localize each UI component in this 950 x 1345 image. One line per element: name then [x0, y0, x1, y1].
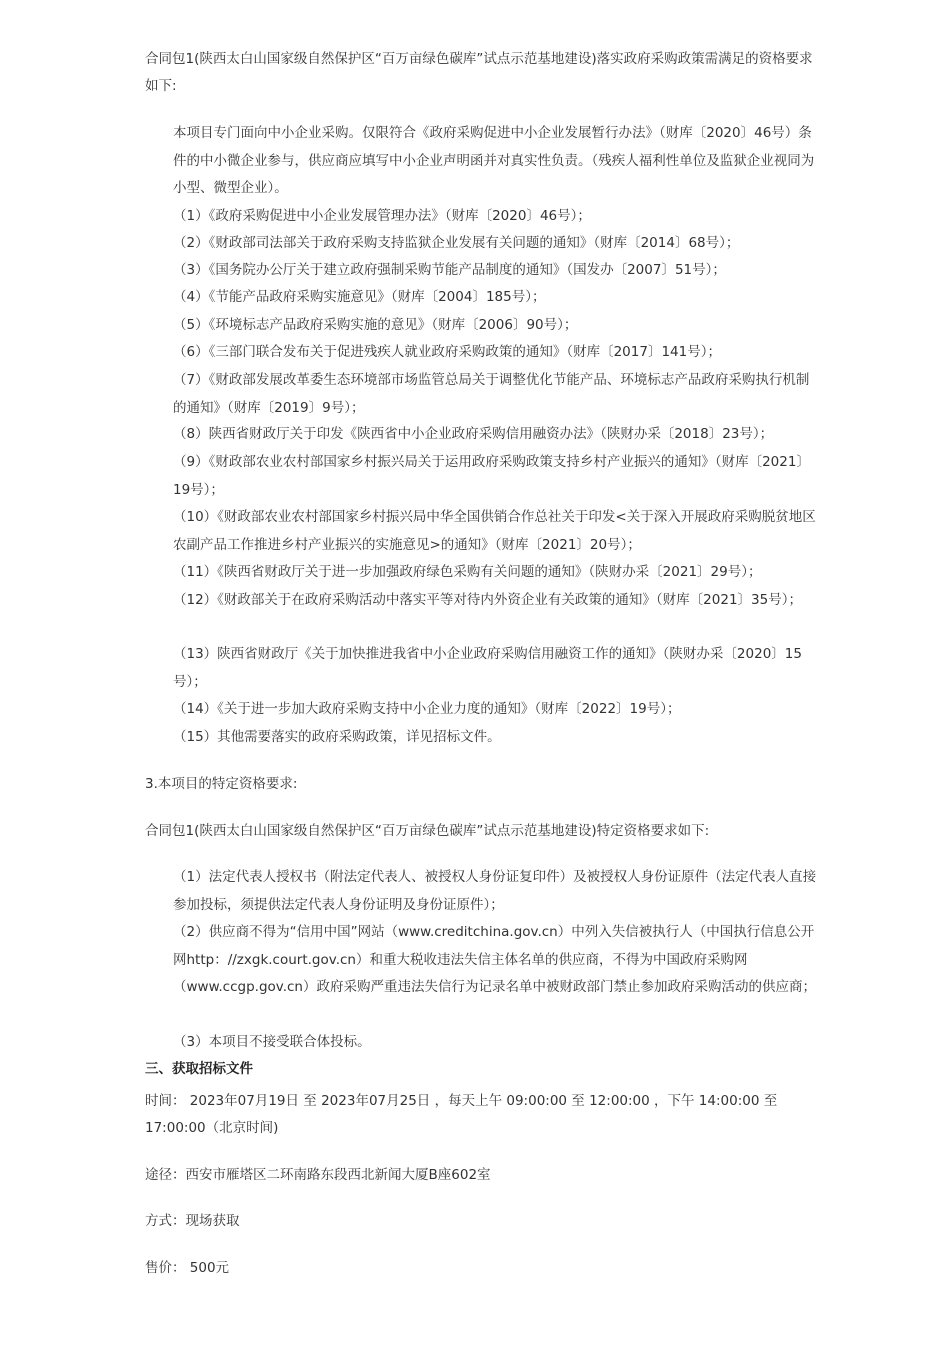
policy-item-4: （4）《节能产品政府采购实施意见》（财库〔2004〕185号）； [173, 289, 546, 305]
policy-item-3: （3）《国务院办公厅关于建立政府强制采购节能产品制度的通知》（国发办〔2007〕51号）； [173, 262, 726, 278]
method-text: 方式：现场获取 [145, 1213, 240, 1229]
policy-intro: 本项目专门面向中小企业采购。仅限符合《政府采购促进中小企业发展暂行办法》（财库〔2020〕46号）条件的中小微企业参与，供应商应填写中小企业声明函并对真实性负责。（残疾人福利性单位及监狱企业视同为小型、微型企业）。 [173, 125, 815, 196]
price-text: 售价： 500元 [145, 1260, 230, 1276]
policy-item-7: （7）《财政部发展改革委生态环境部市场监管总局关于调整优化节能产品、环境标志产品政府采购执行机制的通知》（财库〔2019〕9号）； [173, 372, 810, 416]
policy-item-13: （13）陕西省财政厅《关于加快推进我省中小企业政府采购信用融资工作的通知》（陕财办采〔2020〕15号）； [173, 646, 802, 690]
policy-item-12: （12）《财政部关于在政府采购活动中落实平等对待内外资企业有关政策的通知》（财库〔2021〕35号）； [173, 592, 802, 608]
specific-item-3: （3）本项目不接受联合体投标。 [173, 1034, 371, 1050]
policy-item-6: （6）《三部门联合发布关于促进残疾人就业政府采购政策的通知》（财库〔2017〕141号）； [173, 344, 721, 360]
specific-item-2: （2）供应商不得为“信用中国”网站（www.creditchina.gov.cn）中列入失信被执行人（中国执行信息公开网http：//zxgk.court.gov.cn）和重大税收违法失信主体名单的供应商，不得为中国政府采购网（www.ccgp.gov.cn）政府采购严重违法失信行为记录名单中被财政部门禁止参加政府采购活动的供应商； [173, 924, 816, 995]
policy-item-8: （8）陕西省财政厅关于印发《陕西省中小企业政府采购信用融资办法》（陕财办采〔2018〕23号）； [173, 426, 774, 442]
policy-item-1: （1）《政府采购促进中小企业发展管理办法》（财库〔2020〕46号）； [173, 208, 591, 224]
section-three-heading: 三、获取招标文件 [145, 1061, 253, 1077]
specific-item-1: （1）法定代表人授权书（附法定代表人、被授权人身份证复印件）及被授权人身份证原件（法定代表人直接参加投标，须提供法定代表人身份证明及身份证原件）； [173, 869, 817, 913]
policy-item-9: （9）《财政部农业农村部国家乡村振兴局关于运用政府采购政策支持乡村产业振兴的通知》（财库〔2021〕19号）； [173, 454, 810, 498]
package-requirements-intro: 合同包1(陕西太白山国家级自然保护区“百万亩绿色碳库”试点示范基地建设)落实政府采购政策需满足的资格要求如下: [145, 51, 813, 94]
specific-requirements-intro: 合同包1(陕西太白山国家级自然保护区“百万亩绿色碳库”试点示范基地建设)特定资格要求如下: [145, 823, 710, 839]
policy-item-2: （2）《财政部司法部关于政府采购支持监狱企业发展有关问题的通知》（财库〔2014〕68号）； [173, 235, 740, 251]
policy-item-5: （5）《环境标志产品政府采购实施的意见》（财库〔2006〕90号）； [173, 317, 578, 333]
policy-item-11: （11）《陕西省财政厅关于进一步加强政府绿色采购有关问题的通知》（陕财办采〔2021〕29号）； [173, 564, 762, 580]
time-text: 时间： 2023年07月19日 至 2023年07月25日 ，每天上午 09:00:00 至 12:00:00 ，下午 14:00:00 至 17:00:00（北京时间) [145, 1093, 778, 1136]
policy-item-14: （14）《关于进一步加大政府采购支持中小企业力度的通知》（财库〔2022〕19号）； [173, 701, 681, 717]
specific-requirements-heading: 3.本项目的特定资格要求: [145, 776, 298, 792]
route-text: 途径：西安市雁塔区二环南路东段西北新闻大厦B座602室 [145, 1167, 491, 1183]
policy-item-15: （15）其他需要落实的政府采购政策，详见招标文件。 [173, 729, 501, 745]
policy-item-10: （10）《财政部农业农村部国家乡村振兴局中华全国供销合作总社关于印发<关于深入开展政府采购脱贫地区农副产品工作推进乡村产业振兴的实施意见>的通知》（财库〔2021〕20号）； [173, 509, 816, 553]
